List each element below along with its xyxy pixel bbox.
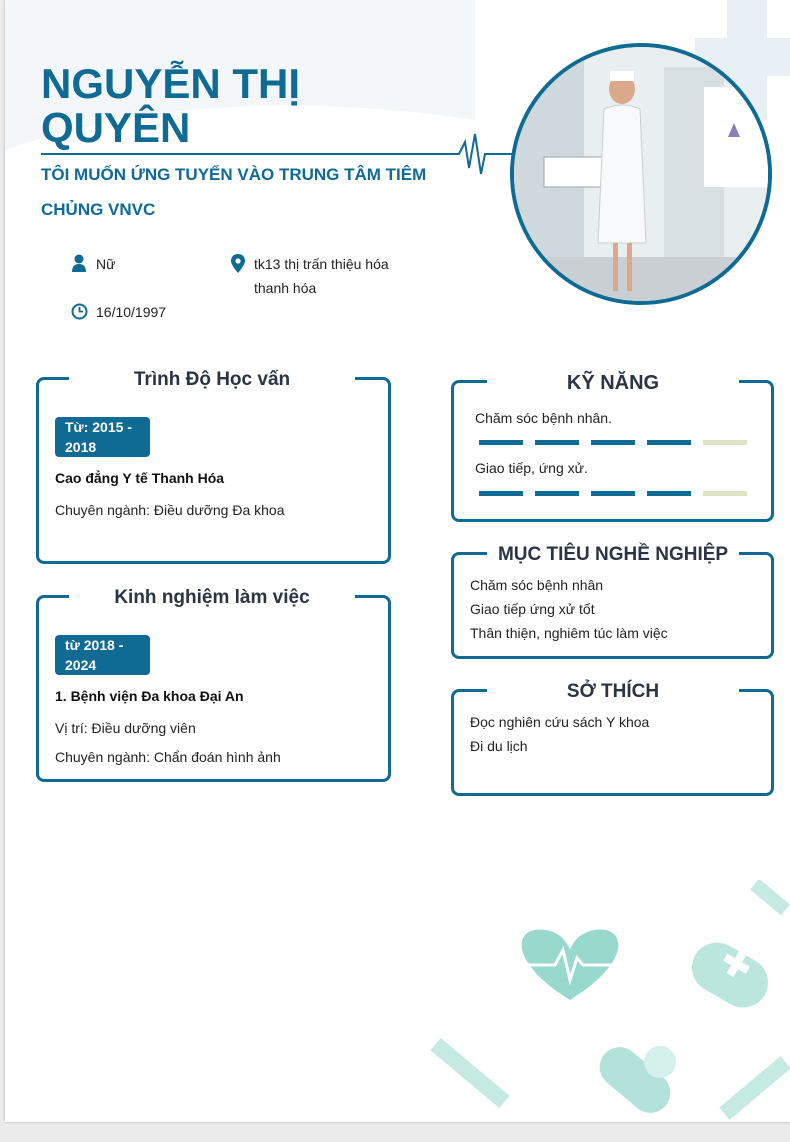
skill-name: Chăm sóc bệnh nhân. xyxy=(475,410,612,426)
skill-segment-filled xyxy=(479,440,523,445)
skills-title: KỸ NĂNG xyxy=(487,371,739,395)
skill-segment-empty xyxy=(703,491,747,496)
clock-icon xyxy=(71,303,88,320)
hobby-item: Đọc nghiên cứu sách Y khoa xyxy=(470,714,650,730)
birthday-value: 16/10/1997 xyxy=(96,304,167,320)
skill-segment-filled xyxy=(647,440,691,445)
education-school: Cao đẳng Y tế Thanh Hóa xyxy=(55,470,225,486)
pill-icon xyxy=(683,933,777,1016)
education-card xyxy=(36,369,391,564)
education-period-badge: Từ: 2015 - 2018 xyxy=(55,417,150,457)
skill-name: Giao tiếp, ứng xử. xyxy=(475,460,588,476)
profile-photo xyxy=(510,43,772,305)
skill-segment-filled xyxy=(647,491,691,496)
location-pin-icon xyxy=(231,254,245,273)
education-title: Trình Độ Học vấn xyxy=(69,368,355,392)
hobbies-card xyxy=(451,681,774,796)
experience-company: 1. Bệnh viện Đa khoa Đại An xyxy=(55,688,244,704)
career-goal-item: Thân thiện, nghiêm túc làm việc xyxy=(470,625,668,641)
career-goals-card xyxy=(451,544,774,659)
skill-segment-filled xyxy=(535,491,579,496)
career-goals-title: MỤC TIÊU NGHỀ NGHIỆP xyxy=(487,543,739,567)
career-goal-item: Giao tiếp ứng xử tốt xyxy=(470,601,595,617)
skill-segment-filled xyxy=(479,491,523,496)
experience-position: Vị trí: Điều dưỡng viên xyxy=(55,720,196,736)
education-major: Chuyên ngành: Điều dưỡng Đa khoa xyxy=(55,502,285,518)
heart-pulse-icon xyxy=(522,930,619,1000)
skill-segment-filled xyxy=(591,491,635,496)
gender-row xyxy=(71,252,221,276)
skill-level-bar xyxy=(479,440,749,446)
skill-level-bar xyxy=(479,491,749,497)
skills-card xyxy=(451,372,774,522)
hobbies-title: SỞ THÍCH xyxy=(487,680,739,704)
skill-segment-filled xyxy=(591,440,635,445)
career-goal-item: Chăm sóc bệnh nhân xyxy=(470,577,604,593)
skill-segment-empty xyxy=(703,440,747,445)
job-objective: TÔI MUỐN ỨNG TUYỂN VÀO TRUNG TÂM TIÊM CHỦNG VNVC xyxy=(41,165,427,219)
capsule-icon xyxy=(592,1039,679,1121)
hobby-item: Đi du lịch xyxy=(470,738,528,754)
birthday-row xyxy=(71,300,271,324)
experience-period-badge: từ 2018 - 2024 xyxy=(55,635,150,675)
medical-decoration xyxy=(405,880,790,1122)
person-icon xyxy=(71,254,87,272)
experience-title: Kinh nghiệm làm việc xyxy=(69,586,355,610)
address-row xyxy=(231,252,421,300)
address-value: tk13 thị trấn thiệu hóa thanh hóa xyxy=(254,256,389,296)
experience-card xyxy=(36,587,391,782)
cv-page xyxy=(5,0,790,1122)
skill-segment-filled xyxy=(535,440,579,445)
candidate-name: NGUYỄN THỊ QUYÊN xyxy=(41,60,301,151)
gender-value: Nữ xyxy=(96,256,116,272)
experience-major: Chuyên ngành: Chẩn đoán hình ảnh xyxy=(55,749,281,765)
